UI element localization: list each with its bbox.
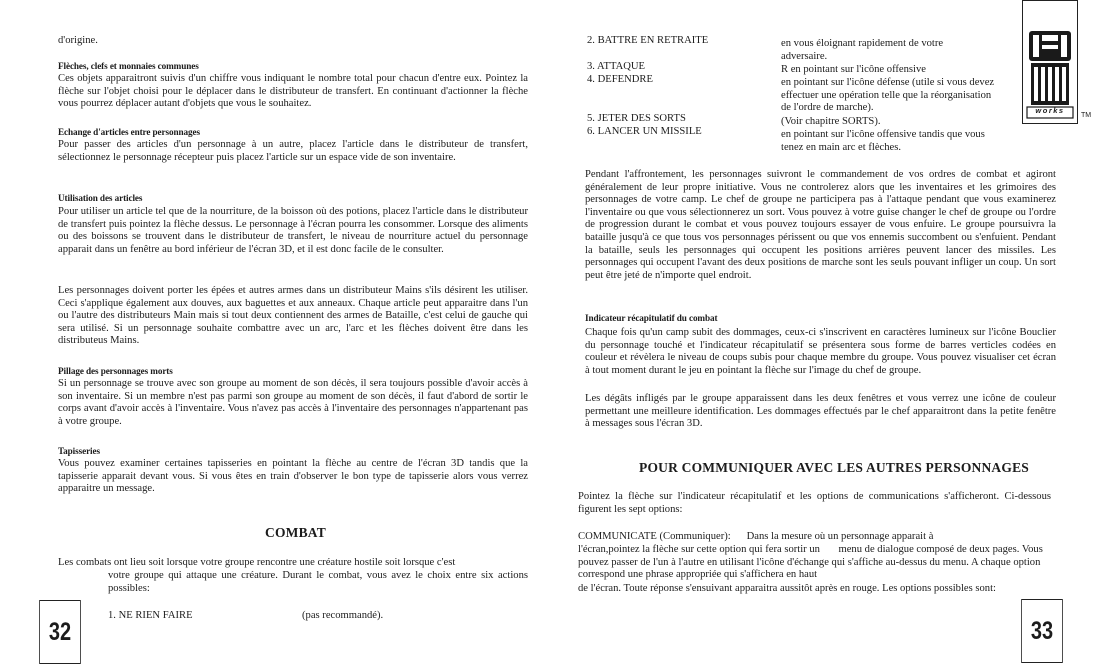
paragraph-epees: Les personnages doivent porter les épées et autres armes dans un distributeur Mains s'ils désirent les utiliser. Ceci s'applique également aux douves, aux baguettes et aux anneaux. Chaque article peut apparaitre dans l'un ou l'autre des distributeurs Main mais si tout deux contiennent des armes de Bataille, c'est celui de gauche qui sera utilisé. Si un personnage souhaite combattre avec un arc, l'arc et les flèches doivent être dans les distributeus Mains. <box>58 285 528 347</box>
paragraph-communiquer: Pointez la flèche sur l'indicateur récapitulatif et les options de communications s'afficheront. Ci-dessous figurent les sept options: <box>578 491 1051 515</box>
paragraph-combat-cont: votre groupe qui attaque une créature. Durant le combat, vous avez le choix entre six actions possibles: <box>108 570 528 594</box>
option-5-label: 5. JETER DES SORTS <box>587 113 686 124</box>
option-6-desc: en pointant sur l'icône offensive tandis que vous tenez en main arc et flèches. <box>781 129 985 153</box>
option-2-label: 2. BATTRE EN RETRAITE <box>587 35 709 46</box>
paragraph-combat-intro: Les combats ont lieu soit lorsque votre groupe rencontre une créature hostile soit lorsque c'est <box>58 557 456 568</box>
page-number-left <box>39 600 81 664</box>
left-page <box>0 0 550 660</box>
page-number-left-text: 32 <box>48 617 72 646</box>
page-number-right <box>1021 599 1063 663</box>
paragraph-tapisseries: Vous pouvez examiner certaines tapisseries en pointant la flèche au centre de l'écran 3D tandis que la tapisserie apparait devant vous. Si vous êtes en train d'observer le bon type de tapisserie alors vous verrez apparaitre un message. <box>58 458 528 495</box>
heading-combat: COMBAT <box>265 525 326 540</box>
paragraph-pillage: Si un personnage se trouve avec son groupe au moment de son décès, il sera toujours possible d'avoir accès à son inventaire. Si un membre n'est pas parmi son groupe au moment de son décès, il faut d'abord de sortir le corps avant d'avoir accès à l'inventaire. Vous n'avez pas accès à l'inventaire des personnages n'appartenant pas à votre groupe. <box>58 378 528 427</box>
heading-pillage: Pillage des personnages morts <box>58 366 173 376</box>
paragraph-echange: Pour passer des articles d'un personnage à un autre, placez l'article dans le distributeur de transfert, sélectionnez le personnage récepteur puis placez l'article sur un espace vide de son inventaire. <box>58 139 528 163</box>
option-6-label: 6. LANCER UN MISSILE <box>587 126 702 137</box>
option-5-desc: (Voir chapitre SORTS). <box>781 116 881 127</box>
right-page <box>550 0 1100 660</box>
logo-subtext: works <box>1035 106 1065 115</box>
paragraph-indicateur-1: Chaque fois qu'un camp subit des dommages, ceux-ci s'inscrivent en caractères lumineux sur l'icône Bouclier du personnage touché et l'indicateur récapitulatif se présentera sous forme de barres verticles codées en couleur et révèlera le niveau de coups subis pour chaque membre du groupe. Vous pouvez visualiser cet écran à tout moment durant le jeu en pointant la flèche sur l'image du chef de groupe. <box>585 327 1056 376</box>
option-2-desc: en vous éloignant rapidement de votre adversaire. <box>781 38 944 62</box>
heading-echange: Echange d'articles entre personnages <box>58 127 200 137</box>
option-4-desc: en pointant sur l'icône défense (utile si vous devez effectuer une opération telle que la réorganisation de l'ordre de marche). <box>781 77 995 114</box>
paragraph-affrontement: Pendant l'affrontement, les personnages suivront le commandement de vos ordres de combat et agiront généralement de leur propre initiative. Vous ne controlerez alors que les inventaires et les grimoires des personnages de votre camp. Le chef de groupe ne participera pas à l'attaque pendant que vous examinerez l'inventaire ou que vous sélectionnerez un sort. Vous pouvez à votre guise changer le chef de groupe ou l'ordre de progression durant le combat et vous pouvez toujours essayer de vous enfuire. Le groupe poursuivra la bataille jusqu'à ce que tous vos personnages périssent ou que vos ennemis succombent ou s'enfuient. Pendant la bataille, seuls les personnages qui occupent les positions arrières peuvent lancer des missiles. Les personnages qui occupent l'avant des deux positions de marche sont les seuls pouvant infliger un coup. Un sort peut être jeté de n'importe quel endroit. <box>585 169 1056 281</box>
heading-fleches: Flèches, clefs et monnaies communes <box>58 61 199 71</box>
heading-communiquer: POUR COMMUNIQUER AVEC LES AUTRES PERSONNAGES <box>639 460 1029 475</box>
paragraph-communicate-1: COMMUNICATE (Communiquer): Dans la mesure où un personnage apparait à <box>578 531 934 542</box>
paragraph-utilisation: Pour utiliser un article tel que de la nourriture, de la boisson où des potions, placez l'article dans le distributeur de transfert puis pointez la flèche dessus. Le personnage à l'écran pourra les consommer. Lorsque des aliments ou des boissons se trouvent dans le distributeur de transfert, le niveau de nourriture actuel du personnage apparait dans un fenêtre au bord inférieur de l'écran 3D, et il est donc facile de le consulter. <box>58 206 528 255</box>
paragraph-communicate-3: de l'écran. Toute réponse s'ensuivant apparaitra aussitôt après en rouge. Les options possibles sont: <box>578 583 996 594</box>
paragraph-fleches: Ces objets apparaitront suivis d'un chiffre vous indiquant le nombre total pour chacun d'entre eux. Pointez la flèche sur l'objet choisi pour le déplacer dans le distributeur de transfert. En continuant d'actionner la flèche vous pourrez déplacer autant d'objets que vous le souhaitez. <box>58 73 528 110</box>
option-3-desc: R en pointant sur l'icône offensive <box>781 64 926 75</box>
image-works-logo <box>1022 0 1078 124</box>
paragraph-origin: d'origine. <box>58 35 98 46</box>
option-1-desc: (pas recommandé). <box>302 610 384 621</box>
trademark: TM <box>1081 112 1092 119</box>
heading-tapisseries: Tapisseries <box>58 446 100 456</box>
paragraph-indicateur-2: Les dégâts infligés par le groupe apparaissent dans les deux fenêtres et vous verrez une icône de couleur permettant une meilleure identification. Les dommages effectués par le chef apparaitront dans la petite fenêtre à messages sous l'écran 3D. <box>585 393 1056 430</box>
heading-utilisation: Utilisation des articles <box>58 193 143 203</box>
option-1-label: 1. NE RIEN FAIRE <box>108 610 193 621</box>
paragraph-communicate-2: l'écran,pointez la flèche sur cette option qui fera sortir un menu de dialogue composé de deux pages. Vous pouvez passer de l'un à l'autre en utilisant l'icône d'échange qui s'affiche au-dessus du menu. A chaque option correspond une phrase appropriée qui s'affichera en haut <box>578 544 1046 581</box>
page-number-right-text: 33 <box>1030 616 1054 645</box>
option-3-label: 3. ATTAQUE <box>587 61 646 72</box>
heading-indicateur: Indicateur récapitulatif du combat <box>585 313 718 323</box>
image-works-logo-icon <box>1023 1 1077 123</box>
option-4-label: 4. DEFENDRE <box>587 74 653 85</box>
